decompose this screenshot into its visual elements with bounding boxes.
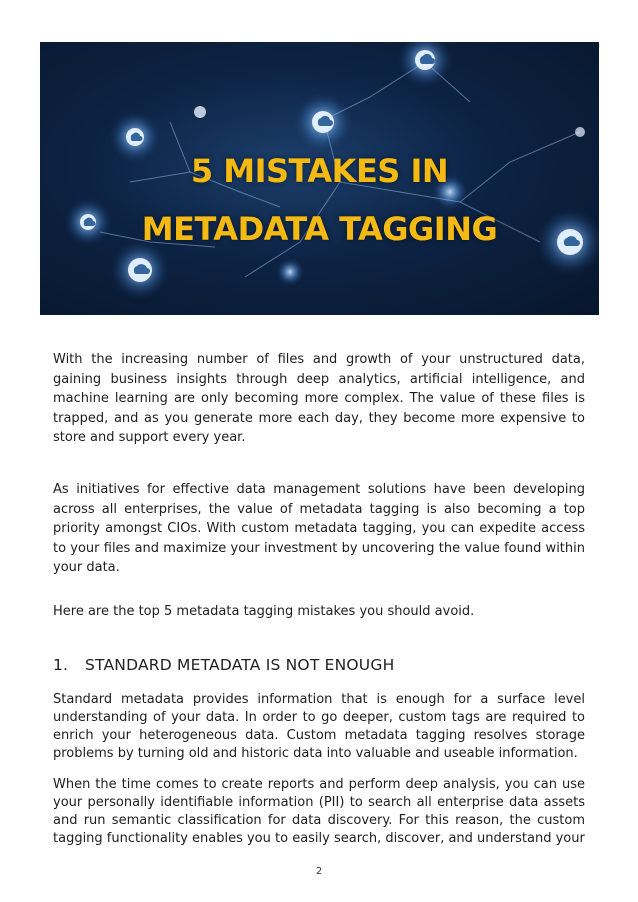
hero-banner — [40, 42, 599, 315]
banner-title-line1: 5 MISTAKES IN — [190, 152, 449, 190]
section-number: 1. — [53, 656, 69, 674]
section-title: STANDARD METADATA IS NOT ENOUGH — [85, 656, 395, 674]
intro-paragraph-2: As initiatives for effective data management solutions have been developing across all enterprises, the value of metadata tagging is also becoming a top priority amongst CIOs. With custom metadata tagging, you can expedite access to your files and maximize your investment by uncovering the value found within your data. — [53, 482, 585, 575]
section-paragraph-2: When the time comes to create reports and perform deep analysis, you can use your personally identifiable information (PII) to search all enterprise data assets and run semantic classification for data discovery. For this reason, the custom tagging functionality enables you to easily search, discover, and understand your — [53, 777, 585, 846]
intro-paragraph-1: With the increasing number of files and growth of your unstructured data, gaining business insights through deep analytics, artificial intelligence, and machine learning are only becoming more complex. The value of these files is trapped, and as you generate more each day, they become more expensive to store and support every year. — [53, 352, 585, 445]
section-heading — [53, 656, 394, 674]
intro-paragraph-3: Here are the top 5 metadata tagging mistakes you should avoid. — [53, 604, 475, 619]
banner-title-line2: METADATA TAGGING — [141, 210, 498, 248]
section-paragraph-1: Standard metadata provides information that is enough for a surface level understanding of your data. In order to go deeper, custom tags are required to enrich your heterogeneous data. Custom metadata tagging resolves storage problems by turning old and historic data into valuable and useable information. — [53, 692, 585, 761]
page-number: 2 — [315, 866, 323, 877]
